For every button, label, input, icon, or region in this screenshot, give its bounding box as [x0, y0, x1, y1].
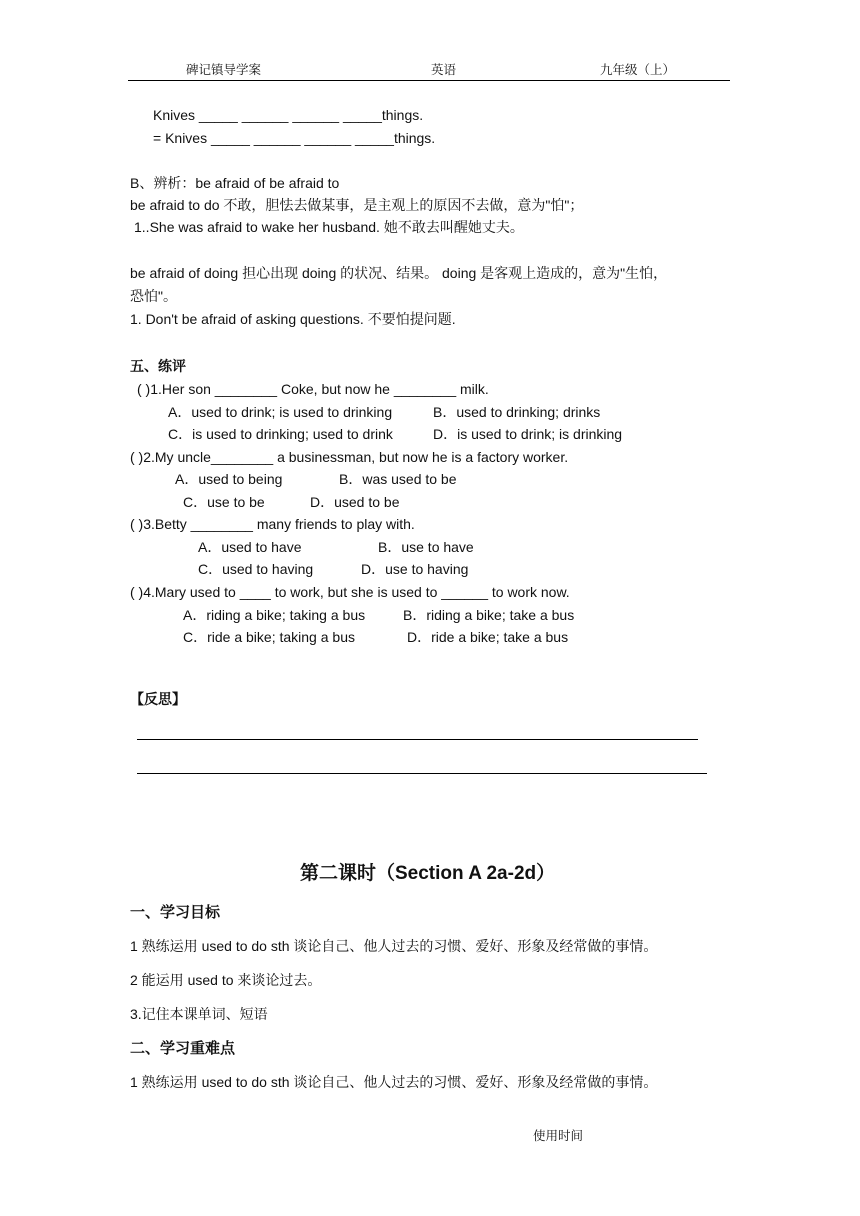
- focus-heading: 二、学习重难点: [130, 1040, 236, 1057]
- distinguish-heading: B、辨析：be afraid of be afraid to: [130, 175, 340, 191]
- afraid-of-description-cont: 恐怕"。: [130, 288, 177, 304]
- knives-line-2: = Knives _____ ______ ______ _____things.: [153, 130, 436, 146]
- q3-option-a: A．used to have: [198, 539, 302, 555]
- reflection-line-2: [137, 773, 707, 774]
- q2-stem: ( )2.My uncle________ a businessman, but now he is a factory worker.: [130, 449, 569, 465]
- q1-option-a: A．used to drink; is used to drinking: [168, 404, 393, 420]
- reflection-line-1: [137, 739, 698, 740]
- q3-option-c: C．used to having: [198, 561, 314, 577]
- afraid-to-example: 1..She was afraid to wake her husband. 她不敢去叫醒她丈夫。: [134, 219, 524, 235]
- q3-option-b: B．use to have: [378, 539, 474, 555]
- goals-heading: 一、学习目标: [130, 904, 221, 921]
- q4-option-d: D．ride a bike; take a bus: [407, 629, 569, 645]
- knives-line-1: Knives _____ ______ ______ _____things.: [153, 107, 424, 123]
- header-left: 碑记镇导学案: [186, 63, 262, 77]
- q1-stem: ( )1.Her son ________ Coke, but now he ________ milk.: [137, 381, 489, 397]
- header-right: 九年级（上）: [600, 63, 676, 77]
- focus-1: 1 熟练运用 used to do sth 谈论自己、他人过去的习惯、爱好、形象及经常做的事情。: [130, 1074, 658, 1090]
- header-rule: [128, 80, 730, 81]
- lesson-title: 第二课时（Section A 2a-2d）: [300, 863, 556, 884]
- q4-option-b: B．riding a bike; take a bus: [403, 607, 575, 623]
- q1-option-b: B．used to drinking; drinks: [433, 404, 601, 420]
- q3-option-d: D．use to having: [361, 561, 469, 577]
- reflection-heading: 【反思】: [130, 691, 186, 707]
- goal-1: 1 熟练运用 used to do sth 谈论自己、他人过去的习惯、爱好、形象及经常做的事情。: [130, 938, 658, 954]
- header-center: 英语: [431, 63, 457, 77]
- q1-option-c: C．is used to drinking; used to drink: [168, 426, 393, 442]
- goal-2: 2 能运用 used to 来谈论过去。: [130, 972, 322, 988]
- q4-option-c: C．ride a bike; taking a bus: [183, 629, 355, 645]
- afraid-of-description: be afraid of doing 担心出现 doing 的状况、结果。 doing 是客观上造成的，意为"生怕，: [130, 265, 668, 281]
- q2-option-d: D．used to be: [310, 494, 400, 510]
- q2-option-c: C．use to be: [183, 494, 265, 510]
- q1-option-d: D．is used to drink; is drinking: [433, 426, 623, 442]
- afraid-to-description: be afraid to do 不敢，胆怯去做某事，是主观上的原因不去做，意为"怕"；: [130, 197, 584, 213]
- q4-option-a: A．riding a bike; taking a bus: [183, 607, 366, 623]
- q2-option-a: A．used to being: [175, 471, 283, 487]
- q3-stem: ( )3.Betty ________ many friends to play with.: [130, 516, 415, 532]
- goal-3: 3.记住本课单词、短语: [130, 1006, 268, 1022]
- footer-usage-time: 使用时间: [533, 1129, 584, 1143]
- afraid-of-example: 1. Don't be afraid of asking questions. 不要怕提问题.: [130, 311, 456, 327]
- exercise-heading: 五、练评: [130, 358, 186, 374]
- q4-stem: ( )4.Mary used to ____ to work, but she is used to ______ to work now.: [130, 584, 570, 600]
- q2-option-b: B．was used to be: [339, 471, 457, 487]
